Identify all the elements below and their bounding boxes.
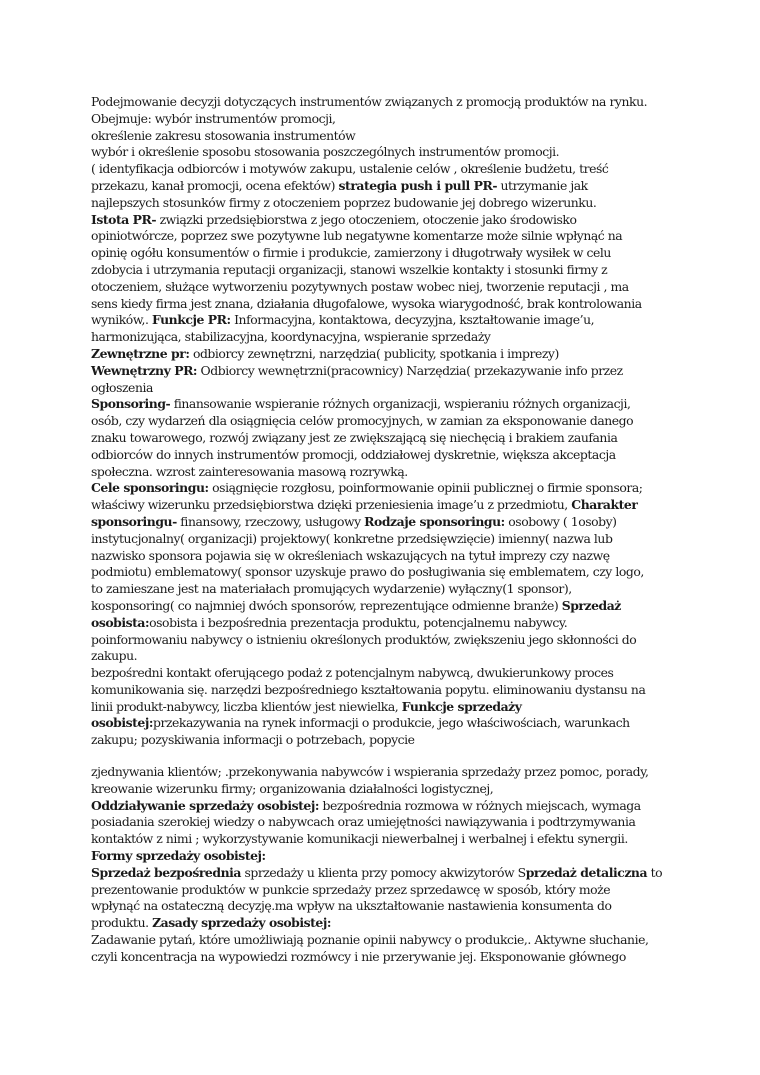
text-block-lower — [91, 764, 681, 966]
text-run: nazwisko sponsora pojawia się w określeniach wskazujących na tytuł imprezy czy nazwę — [91, 547, 610, 563]
text-run: zakupu. — [91, 648, 138, 664]
text-line — [91, 865, 681, 882]
bold-term: Rodzaje sponsoringu: — [364, 513, 505, 529]
text-run: kreowanie wizerunku firmy; organizowania działalności logistycznej, — [91, 780, 494, 796]
text-line — [91, 581, 681, 598]
text-run: finansowanie wspieranie różnych organizacji, wspieraniu różnych organizacji, — [170, 396, 631, 412]
text-line — [91, 329, 681, 346]
text-line — [91, 212, 681, 229]
text-run: określenie zakresu stosowania instrumentów — [91, 127, 356, 143]
bold-term: Wewnętrzny PR: — [91, 362, 198, 378]
text-line — [91, 949, 681, 966]
text-run: Podejmowanie decyzji dotyczących instrumentów związanych z promocją produktów na rynku. — [91, 94, 648, 109]
text-line — [91, 648, 681, 665]
text-line — [91, 296, 681, 313]
text-run: Zadawanie pytań, które umożliwiają poznanie opinii nabywcy o produkcie,. Aktywne słuchanie, — [91, 931, 649, 947]
text-run: osób, czy wydarzeń dla osiągnięcia celów promocyjnych, w zamian za eksponowanie danego — [91, 413, 634, 429]
text-run: produktu. — [91, 915, 153, 931]
text-line — [91, 497, 681, 514]
text-run: sens kiedy firma jest znana, działania długofalowe, wysoka wiarygodność, brak kontrolowania — [91, 295, 642, 311]
text-run: Obejmuje: wybór instrumentów promocji, — [91, 110, 336, 126]
text-run: otoczeniem, służące wytworzeniu pozytywnych postaw wobec niej, tworzenie reputacji , ma — [91, 278, 629, 294]
text-run: opiniotwórcze, poprzez swe pozytywne lub negatywne komentarze może silnie wpłynąć na — [91, 228, 623, 244]
text-run: właściwy wizerunku przedsiębiorstwa dzięki przeniesienia image’u z przedmiotu, — [91, 497, 572, 513]
text-run: Informacyjna, kontaktowa, decyzyjna, kształtowanie image’u, — [230, 312, 595, 328]
text-run: sprzedaży u klienta przy pomocy akwizytorów S — [240, 864, 526, 880]
text-line — [91, 615, 681, 632]
bold-term: Oddziaływanie sprzedaży osobistej: — [91, 797, 320, 813]
text-line — [91, 598, 681, 615]
text-line — [91, 548, 681, 565]
text-line — [91, 915, 681, 932]
text-line — [91, 831, 681, 848]
text-run: osobista i bezpośrednia prezentacja produktu, potencjalnemu nabywcy. — [149, 614, 568, 630]
bold-term: Istota PR- — [91, 211, 157, 227]
bold-term: Zasady sprzedaży osobistej: — [152, 915, 332, 931]
text-line — [91, 514, 681, 531]
text-run: osobowy ( 1osoby) — [504, 513, 617, 529]
text-line — [91, 144, 681, 161]
text-line — [91, 665, 681, 682]
text-run: wybór i określenie sposobu stosowania poszczególnych instrumentów promocji. — [91, 144, 560, 160]
text-line — [91, 363, 681, 380]
text-line — [91, 848, 681, 865]
text-line — [91, 94, 681, 111]
text-line — [91, 346, 681, 363]
bold-term: sponsoringu- — [91, 513, 177, 529]
text-line — [91, 882, 681, 899]
text-line — [91, 764, 681, 781]
text-run: społeczna. wzrost zainteresowania masową rozrywką. — [91, 463, 408, 479]
text-line — [91, 312, 681, 329]
text-line — [91, 195, 681, 212]
text-line — [91, 380, 681, 397]
text-run: zakupu; pozyskiwania informacji o potrzebach, popycie — [91, 732, 415, 748]
text-line — [91, 178, 681, 195]
text-line — [91, 245, 681, 262]
text-run: poinformowaniu nabywcy o istnieniu określonych produktów, zwiększeniu jego skłonności do — [91, 631, 637, 647]
text-run: osiągnięcie rozgłosu, poinformowanie opinii publicznej o firmie sponsora; — [208, 480, 643, 496]
text-line — [91, 798, 681, 815]
text-line — [91, 715, 681, 732]
text-run: linii produkt-nabywcy, liczba klientów jest niewielka, — [91, 698, 402, 714]
text-run: wpłynąć na ostateczną decyzję.ma wpływ na ukształtowanie nastawienia konsumenta do — [91, 898, 612, 914]
bold-term: przedaż detaliczna — [525, 864, 648, 880]
bold-term: Sponsoring- — [91, 396, 171, 412]
bold-term: Sprzedaż — [561, 597, 621, 613]
text-line — [91, 228, 681, 245]
text-line — [91, 531, 681, 548]
text-run: kosponsoring( co najmniej dwóch sponsorów, reprezentujące odmienne branże) — [91, 597, 562, 613]
text-run: ogłoszenia — [91, 379, 153, 395]
text-run: Odbiorcy wewnętrzni(pracownicy) Narzędzia( przekazywanie info przez — [197, 362, 623, 378]
bold-term: Cele sponsoringu: — [91, 480, 209, 496]
text-run: znaku towarowego, rozwój związany jest ze zwiększającą się niechęcią i brakiem zaufania — [91, 429, 618, 445]
bold-term: Funkcje sprzedaży — [401, 698, 522, 714]
text-run: bezpośrednia rozmowa w różnych miejscach, wymaga — [319, 797, 641, 813]
text-run: instytucjonalny( organizacji) projektowy( konkretne przedsięwzięcie) imienny( nazwa lub — [91, 530, 613, 546]
text-line — [91, 732, 681, 749]
text-line — [91, 279, 681, 296]
text-line — [91, 781, 681, 798]
text-line — [91, 161, 681, 178]
bold-term: osobistej: — [91, 715, 154, 731]
bold-term: Sprzedaż bezpośrednia — [91, 864, 241, 880]
text-run: najlepszych stosunków firmy z otoczeniem poprzez budowanie jej dobrego wizerunku. — [91, 194, 597, 210]
text-run: przekazu, kanał promocji, ocena efektów) — [91, 177, 339, 193]
text-line — [91, 932, 681, 949]
text-line — [91, 464, 681, 481]
text-run: odbiorcy zewnętrzni, narzędzia( publicity, spotkania i imprezy) — [189, 345, 559, 361]
text-run: czyli koncentracja na wypowiedzi rozmówcy i nie przerywanie jej. Eksponowanie głównego — [91, 948, 626, 964]
bold-term: strategia push i pull PR- — [338, 177, 498, 193]
text-line — [91, 413, 681, 430]
text-run: komunikowania się. narzędzi bezpośredniego kształtowania popytu. eliminowaniu dystansu na — [91, 681, 646, 697]
text-run: finansowy, rzeczowy, usługowy — [176, 513, 365, 529]
text-line — [91, 262, 681, 279]
text-run: harmonizująca, stabilizacyjna, koordynacyjna, wspieranie sprzedaży — [91, 329, 491, 345]
text-line — [91, 814, 681, 831]
text-line — [91, 430, 681, 447]
text-run: utrzymanie jak — [497, 177, 588, 193]
bold-term: Formy sprzedaży osobistej: — [91, 847, 266, 863]
text-run: prezentowanie produktów w punkcie sprzedaży przez sprzedawcę w sposób, który może — [91, 881, 611, 897]
bold-term: Zewnętrzne pr: — [91, 345, 190, 361]
bold-term: osobista: — [91, 614, 150, 630]
text-line — [91, 447, 681, 464]
text-run: zdobycia i utrzymania reputacji organizacji, stanowi wszelkie kontakty i stosunki firmy z — [91, 261, 608, 277]
text-run: wyników,. — [91, 312, 152, 328]
text-line — [91, 480, 681, 497]
text-run: ( identyfikacja odbiorców i motywów zakupu, ustalenie celów , określenie budżetu, treść — [91, 161, 609, 177]
text-line — [91, 699, 681, 716]
text-run: zjednywania klientów; .przekonywania nabywców i wspierania sprzedaży przez pomoc, porady, — [91, 764, 649, 779]
text-run: odbiorców do innych instrumentów promocji, oddziałowej dyskretnie, większa akceptacja — [91, 446, 616, 462]
text-run: bezpośredni kontakt oferującego podaż z potencjalnym nabywcą, dwukierunkowy proces — [91, 665, 614, 681]
text-line — [91, 632, 681, 649]
text-run: związki przedsiębiorstwa z jego otoczeniem, otoczenie jako środowisko — [156, 211, 577, 227]
text-line — [91, 396, 681, 413]
bold-term: Funkcje PR: — [151, 312, 231, 328]
text-run: to — [647, 864, 663, 880]
text-line — [91, 111, 681, 128]
text-run: posiadania szerokiej wiedzy o nabywcach oraz umiejętności nawiązywania i podtrzymywania — [91, 814, 636, 830]
text-run: przekazywania na rynek informacji o produkcie, jego właściwościach, warunkach — [153, 715, 630, 731]
text-line — [91, 564, 681, 581]
bold-term: Charakter — [571, 497, 638, 513]
text-line — [91, 898, 681, 915]
text-run: opinię ogółu konsumentów o firmie i produkcie, zamierzony i długotrwały wysiłek w celu — [91, 245, 611, 261]
text-run: to zamieszane jest na materiałach promujących wydarzenie) wyłączny(1 sponsor), — [91, 581, 572, 597]
text-line — [91, 128, 681, 145]
text-block-upper — [91, 94, 681, 749]
text-line — [91, 682, 681, 699]
text-run: podmiotu) emblematowy( sponsor uzyskuje prawo do posługiwania się emblematem, czy logo, — [91, 564, 644, 580]
text-run: kontaktów z nimi ; wykorzystywanie komunikacji niewerbalnej i werbalnej i efektu synergii. — [91, 831, 628, 847]
